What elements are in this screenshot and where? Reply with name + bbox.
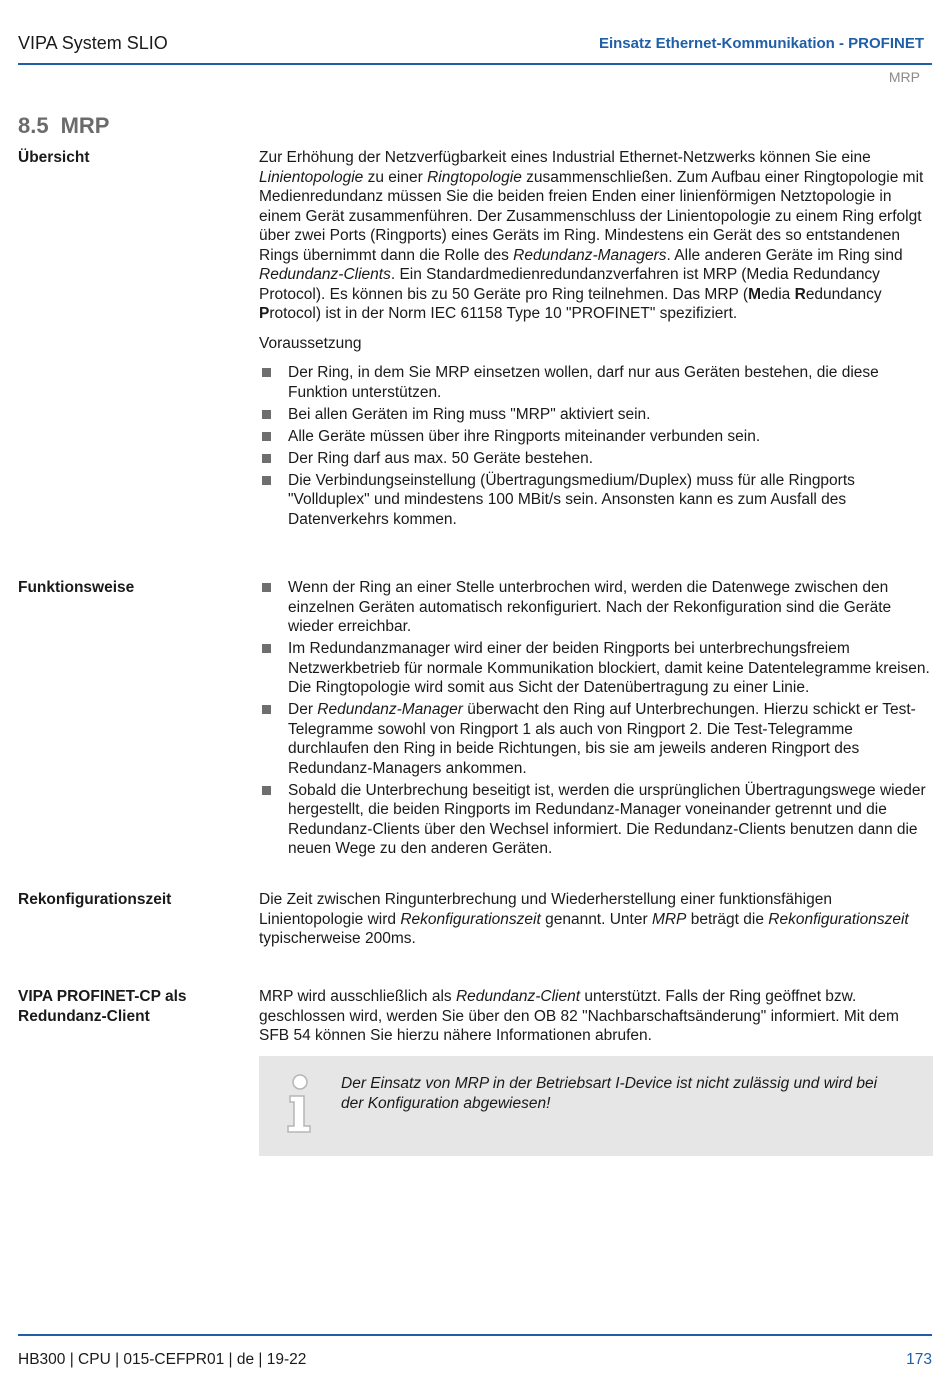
client-paragraph [259, 987, 933, 1046]
footer-page-number: 173 [906, 1351, 932, 1368]
header-divider [18, 63, 932, 65]
bold-text: P [259, 305, 270, 322]
list-item: Bei allen Geräten im Ring muss "MRP" aktiviert sein. [259, 405, 933, 425]
emphasis-text: Linientopologie [259, 168, 364, 186]
list-item [259, 781, 933, 859]
text-run: . Ein Standardmedienredundanzverfahren ist MRP (Media Redundancy Protocol). Es können bis zu 50 Geräte pro Ring teilnehmen. Das MRP ( [259, 266, 880, 303]
function-content [259, 578, 933, 861]
text-run: beträgt die [686, 910, 769, 928]
list-item: Die Verbindungseinstellung (Übertragungsmedium/Duplex) muss für alle Ringports "Vollduplex" und mindestens 100 MBit/s sein. Ansonsten kann es zum Ausfall des Datenverkehrs kommen. [259, 471, 933, 530]
text-run: unterstützt. Falls der Ring geöffnet bzw. geschlossen wird, werden Sie über den OB 82 "Nachbarschaftsänderung" informiert. Mit dem SFB 54 können Sie hierzu nähere Informationen abrufen. [259, 988, 899, 1044]
reconfig-content [259, 890, 933, 949]
list-item: Der Ring darf aus max. 50 Geräte bestehen. [259, 449, 933, 469]
emphasis-text: Redundanz-Managers [513, 246, 667, 264]
bold-text: R [794, 285, 806, 303]
function-list [259, 578, 933, 859]
text-run: Wenn der Ring an einer Stelle unterbrochen wird, werden die Datenwege zwischen den einzelnen Geräten automatisch rekonfiguriert. Nach der Rekonfiguration sind die Geräte wieder erreichbar. [288, 579, 892, 635]
client-label-line2: Redundanz-Client [18, 1007, 150, 1025]
client-content [259, 987, 933, 1046]
info-icon [283, 1074, 317, 1134]
header-section-name: MRP [888, 69, 920, 85]
text-run: Die Zeit zwischen Ringunterbrechung und Wiederherstellung einer funktionsfähigen Linientopologie wird [259, 891, 832, 928]
reconfig-label: Rekonfigurationszeit [18, 891, 172, 908]
section-title-text: MRP [60, 113, 110, 138]
list-item [259, 578, 933, 637]
text-run: überwacht den Ring auf Unterbrechungen. Hierzu schickt er Test-Telegramme sowohl von Ringport 1 als auch von Ringport 2. Die Test-Telegramme durchlaufen den Ring in beide Richtungen, bis sie am jeweils anderen Ringport des Redundanz-Managers ankommen. [288, 701, 916, 777]
text-run: genannt. Unter [540, 910, 652, 928]
reconfig-paragraph [259, 890, 933, 949]
emphasis-text: Redundanz-Manager [317, 701, 463, 718]
function-label: Funktionsweise [18, 579, 135, 596]
text-run: Der [288, 701, 318, 718]
text-run: edundancy [805, 285, 882, 303]
info-note [259, 1056, 933, 1156]
text-run: zu einer [363, 168, 428, 186]
list-item [259, 700, 933, 778]
text-run: MRP wird ausschließlich als [259, 988, 456, 1005]
section-number: 8.5 [18, 113, 49, 138]
overview-paragraph [259, 148, 933, 324]
overview-label: Übersicht [18, 149, 90, 166]
emphasis-text: MRP [651, 910, 687, 928]
text-run: Im Redundanzmanager wird einer der beiden Ringports bei unterbrechungsfreiem Netzwerkbetrieb für normale Kommunikation blockiert, damit keine Datentelegramme kreisen. Die Ringtopologie wird somit aus Sicht der Datenübertragung zu einer Linie. [288, 640, 930, 696]
text-run: rotocol) ist in der Norm IEC 61158 Type 10 "PROFINET" spezifiziert. [269, 305, 738, 322]
text-run: . Alle anderen Geräte im Ring sind [666, 246, 903, 264]
text-run: zusammenschließen. Zum Aufbau einer Ringtopologie mit Medienredundanz müssen Sie die beiden freien Enden einer linienförmigen Netztopologie in einem Gerät zusammenführen. Der Zusammenschluss der Linientopologie zu einem Ring erfolgt über zwei Ports (Ringports) eines Geräts im Ring. Mindestens ein Gerät des so entstandenen Rings übernimmt dann die Rolle des [259, 168, 924, 264]
emphasis-text: Redundanz-Client [455, 988, 581, 1005]
client-label-line1: VIPA PROFINET-CP als [18, 988, 187, 1005]
footer-document-id: HB300 | CPU | 015-CEFPR01 | de | 19-22 [18, 1351, 307, 1368]
list-item: Der Ring, in dem Sie MRP einsetzen wollen, darf nur aus Geräten bestehen, die diese Funktion unterstützen. [259, 363, 933, 402]
emphasis-text: Rekonfigurationszeit [768, 910, 909, 928]
list-item [259, 639, 933, 698]
text-run: Sobald die Unterbrechung beseitigt ist, werden die ursprünglichen Übertragungswege wieder hergestellt, die beiden Ringports im Redundanz-Manager voneinander getrennt und die Redundanz-Clients über den Wechsel informiert. Die Redundanz-Clients benutzen dann die neuen Wege zu den anderen Geräten. [288, 781, 926, 857]
text-run: typischerweise 200ms. [259, 930, 416, 947]
prerequisite-title: Voraussetzung [259, 334, 362, 352]
section-heading [18, 113, 109, 139]
overview-content [259, 148, 933, 532]
text-run: Zur Erhöhung der Netzverfügbarkeit eines Industrial Ethernet-Netzwerks können Sie eine [259, 149, 871, 166]
client-label [18, 987, 238, 1026]
header-product-name: VIPA System SLIO [18, 33, 168, 53]
bold-text: M [748, 285, 761, 303]
note-text: Der Einsatz von MRP in der Betriebsart I-Device ist nicht zulässig und wird bei der Konfiguration abgewiesen! [341, 1075, 878, 1112]
prerequisite-list [259, 363, 933, 529]
text-run: edia [760, 285, 795, 303]
footer-divider [18, 1334, 932, 1336]
emphasis-text: Rekonfigurationszeit [400, 910, 541, 928]
emphasis-text: Ringtopologie [427, 168, 522, 186]
list-item: Alle Geräte müssen über ihre Ringports miteinander verbunden sein. [259, 427, 933, 447]
emphasis-text: Redundanz-Clients [259, 266, 391, 283]
header-chapter-title: Einsatz Ethernet-Kommunikation - PROFINET [598, 35, 924, 52]
